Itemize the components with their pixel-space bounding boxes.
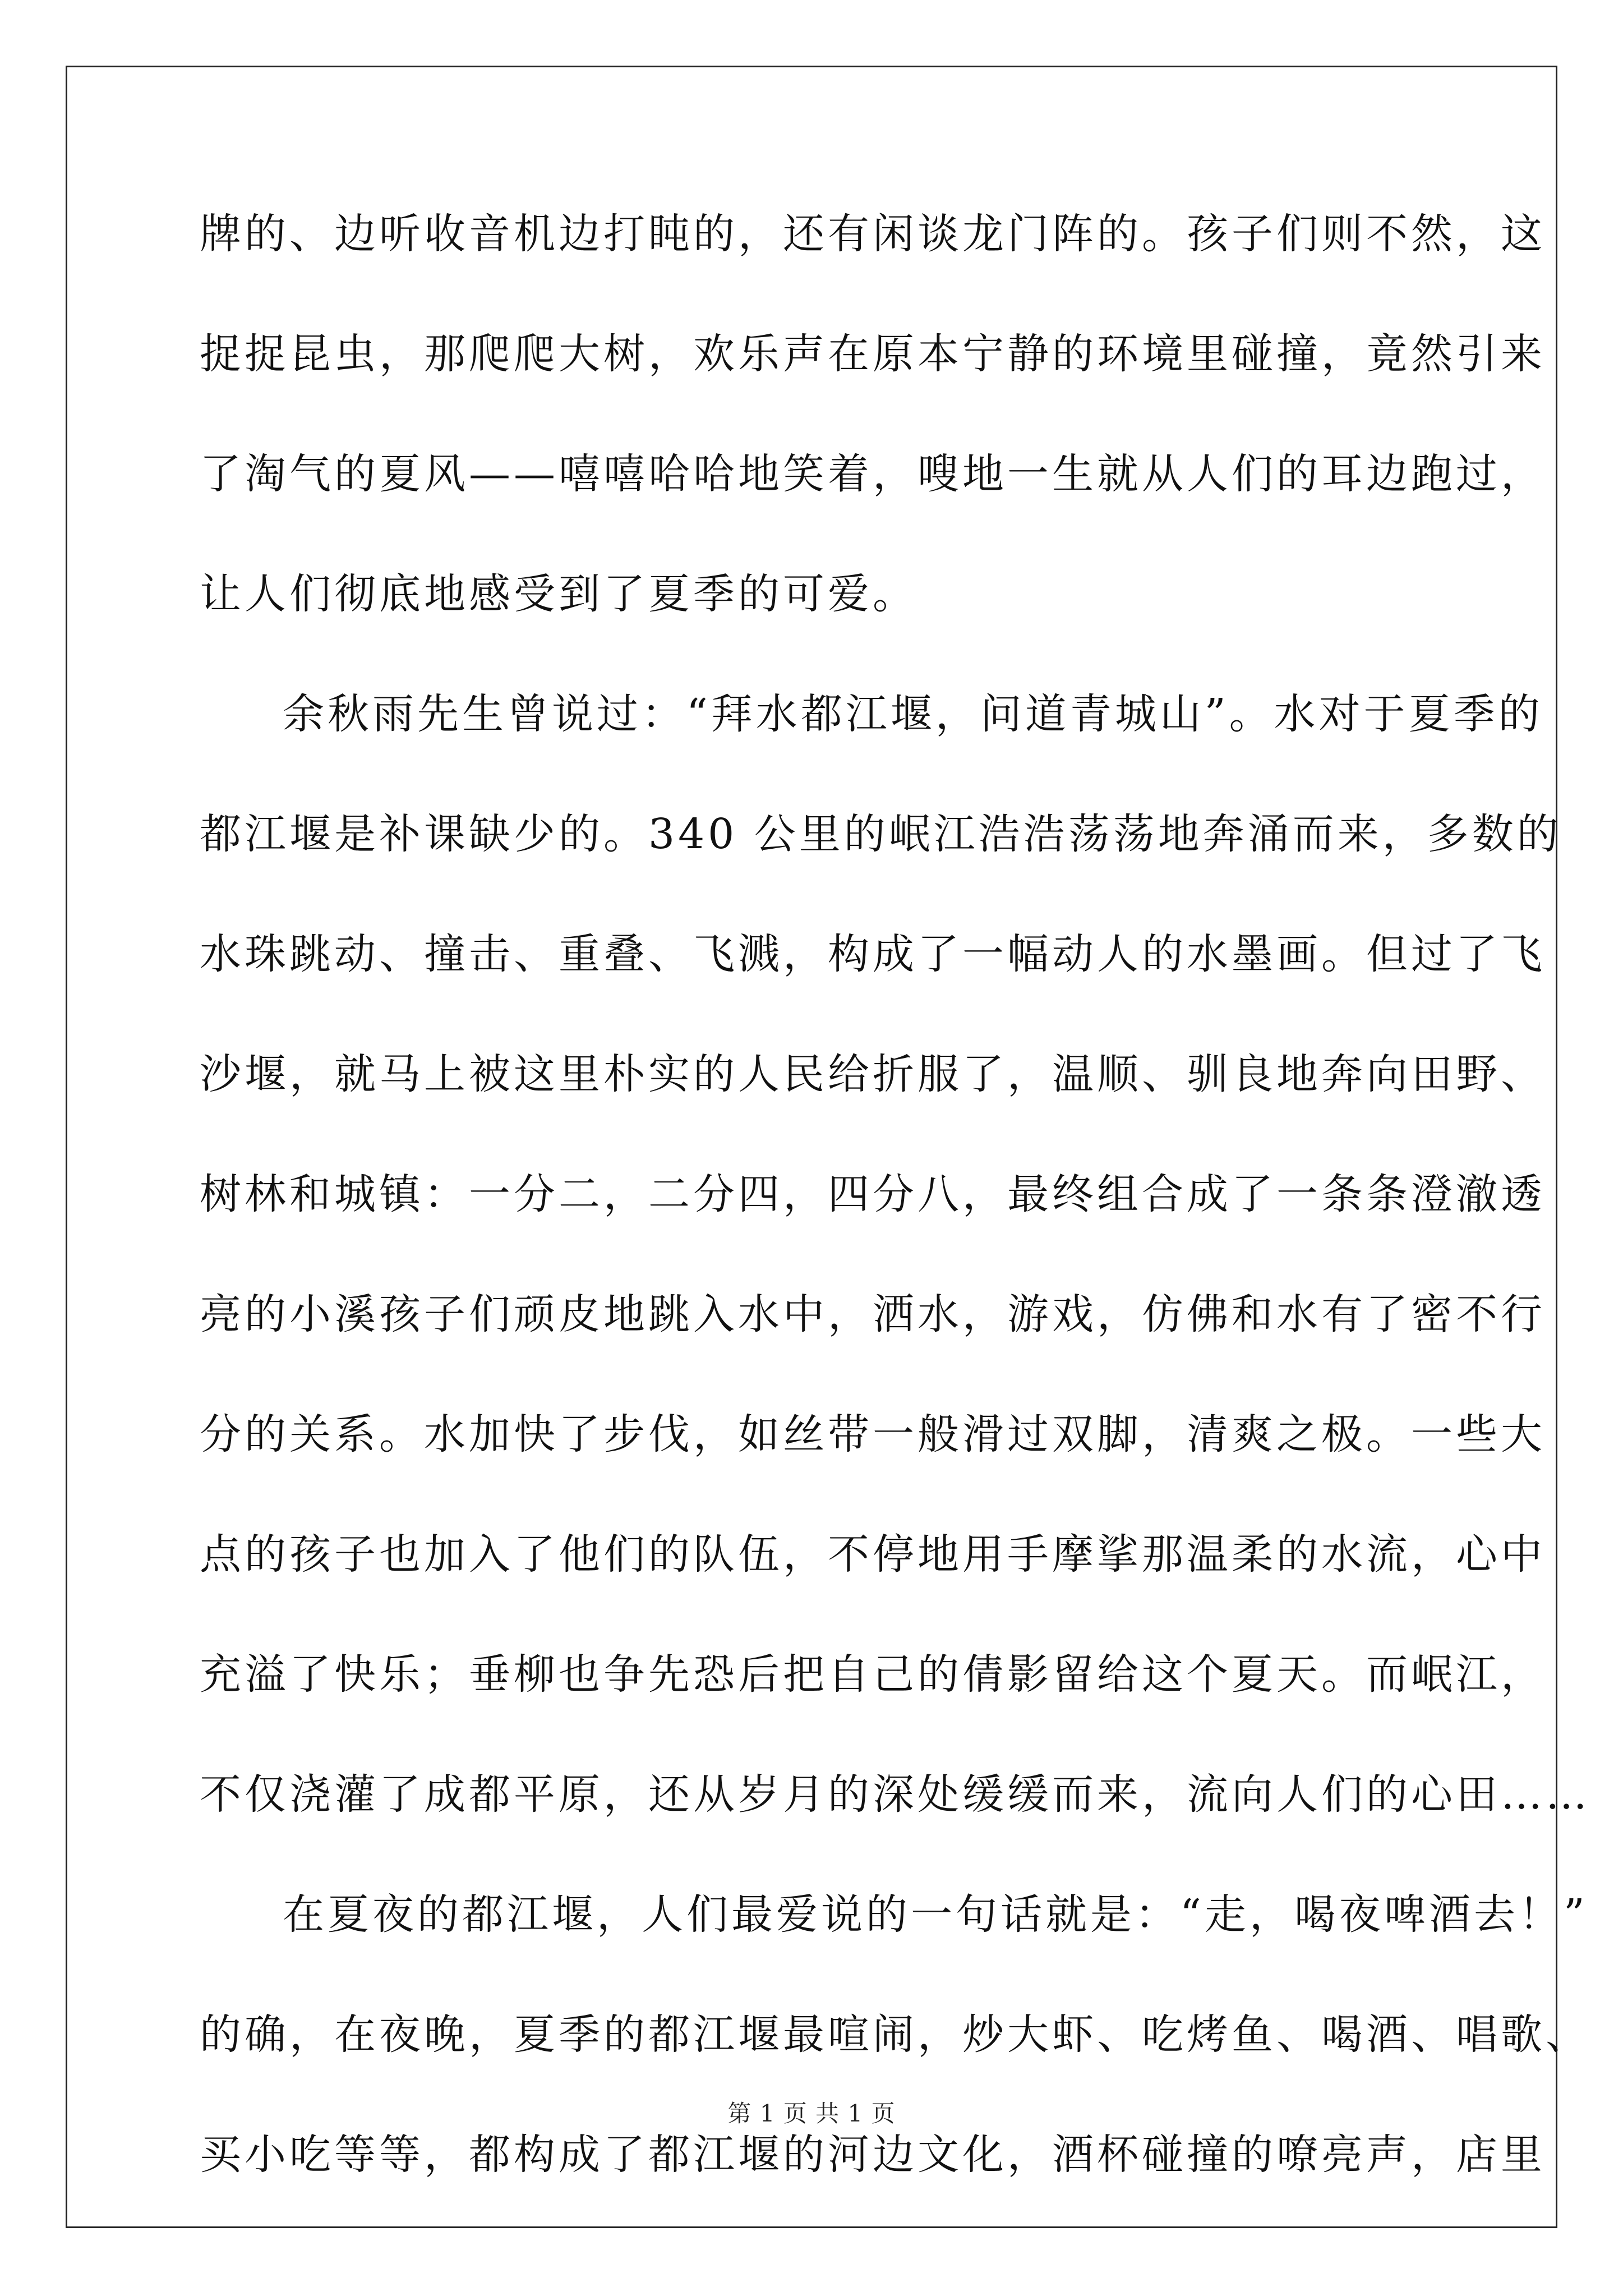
text-line: 沙堰，就马上被这里朴实的人民给折服了，温顺、驯良地奔向田野、 [200, 1050, 1546, 1098]
text-line: 牌的、边听收音机边打盹的，还有闲谈龙门阵的。孩子们则不然，这 [200, 210, 1546, 258]
text-line: 捉捉昆虫，那爬爬大树，欢乐声在原本宁静的环境里碰撞，竟然引来 [200, 330, 1546, 378]
text-line: 亮的小溪孩子们顽皮地跳入水中，洒水，游戏，仿佛和水有了密不行 [200, 1290, 1546, 1338]
text-line: 的确，在夜晚，夏季的都江堰最喧闹，炒大虾、吃烤鱼、喝酒、唱歌、 [200, 2010, 1590, 2059]
text-line: 树林和城镇：一分二，二分四，四分八，最终组合成了一条条澄澈透 [200, 1170, 1546, 1218]
paragraph-start-line: 余秋雨先生曾说过：“拜水都江堰，问道青城山”。水对于夏季的 [283, 690, 1543, 738]
text-line: 充溢了快乐；垂柳也争先恐后把自己的倩影留给这个夏天。而岷江， [200, 1650, 1546, 1699]
text-line: 买小吃等等，都构成了都江堰的河边文化，酒杯碰撞的嘹亮声，店里 [200, 2131, 1546, 2179]
text-line: 水珠跳动、撞击、重叠、飞溅，构成了一幅动人的水墨画。但过了飞 [200, 930, 1546, 978]
text-line: 不仅浇灌了成都平原，还从岁月的深处缓缓而来，流向人们的心田…… [200, 1770, 1590, 1819]
text-line: 让人们彻底地感受到了夏季的可爱。 [200, 570, 917, 618]
paragraph-start-line: 在夏夜的都江堰，人们最爱说的一句话就是：“走，喝夜啤酒去！” [283, 1890, 1588, 1939]
text-line: 都江堰是补课缺少的。340 公里的岷江浩浩荡荡地奔涌而来，多数的 [200, 810, 1562, 858]
text-line: 了淘气的夏风——嘻嘻哈哈地笑着，嗖地一生就从人们的耳边跑过， [200, 450, 1546, 498]
text-line: 分的关系。水加快了步伐，如丝带一般滑过双脚，清爽之极。一些大 [200, 1410, 1546, 1458]
text-line: 点的孩子也加入了他们的队伍，不停地用手摩挲那温柔的水流，心中 [200, 1530, 1546, 1579]
page-number-footer: 第 1 页 共 1 页 [727, 2100, 896, 2127]
